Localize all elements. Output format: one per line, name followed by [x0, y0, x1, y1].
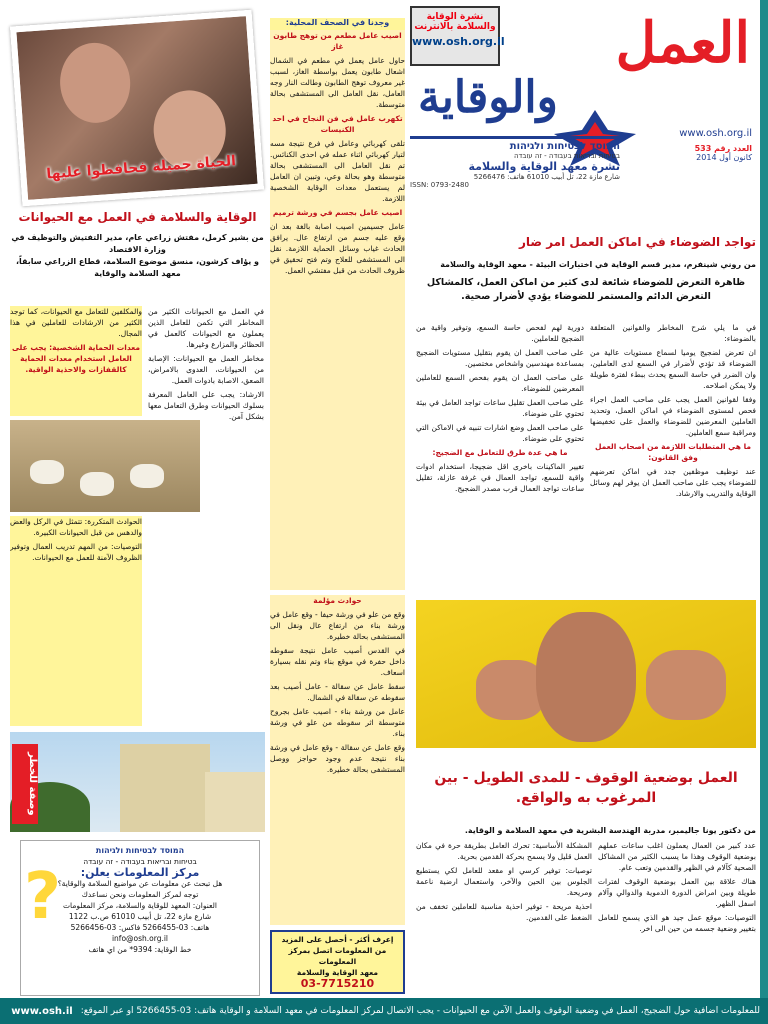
lead-article-column-left — [416, 322, 584, 590]
girls-photo — [10, 10, 264, 206]
accident-item: عامل من ورشة بناء - اصيب عامل بجروح متوسطة اثر سقوطه من علو في ورشة بناء. — [270, 707, 405, 738]
standing-article-column-left — [416, 840, 592, 990]
standing-paragraph: توصيات: توفير كرسي او مقعد للعامل لكي يستطيع الجلوس بين الحين والآخر، واستعمال ارضية ناعمة ومريحة. — [416, 866, 592, 897]
info-email[interactable]: info@osh.org.il — [111, 934, 169, 943]
news-heading: اصيب عامل بجسم في ورشة ترميم — [272, 208, 403, 217]
side-accent-bar — [760, 0, 768, 1000]
hebrew-slogan: בטיחות ובריאות בעבודה - זה עובדה — [513, 152, 620, 160]
goat — [30, 460, 64, 484]
danger-recipe-label: وصفة للخطر — [12, 744, 38, 824]
animals-column-left — [10, 306, 142, 416]
standing-article-byline: من دكتور يونا جاليمبر، مدربة الهندسة البشرية في معهد السلامة و الوقاية. — [464, 826, 756, 835]
photo-building — [205, 772, 265, 832]
animals-column-left-lower — [10, 516, 142, 726]
info-title: مركز المعلومات يعلن: — [80, 866, 200, 879]
lead-paragraph: على صاحب العمل وضع اشارات تنبيه في الاماكن التي تحتوي على ضوضاء. — [416, 423, 584, 443]
animals-paragraph: التوصيات: من المهم تدريب العمال وتوفير الظروف الآمنة للعمل مع الحيوانات. — [10, 542, 142, 562]
issue-number: العدد رقم 533 — [694, 144, 752, 153]
lead-article-intro: ظاهرة التعرض للضوضاء شائعة لدى كثير من اماكن العمل، كالمشاكل التعرض الدائم والمستمر للضوضاء يؤدي لأضرار صحية. — [426, 277, 746, 302]
question-mark-icon: ? — [24, 860, 62, 934]
photo-caption: الحياة جميلة فحافظوا عليها — [45, 153, 237, 183]
lead-paragraph: دورية لهم لفحص حاسة السمع، وتوفير واقية من الضجيج للعاملين. — [416, 323, 584, 343]
standing-article-column-right — [598, 840, 756, 990]
standing-article-title: العمل بوضعية الوقوف - للمدى الطويل - بين المرغوب به والواقع. — [434, 770, 738, 806]
accident-item: سقط عامل عن سقالة - عامل أصيب بعد سقوطه عن سقالة في الشمال. — [270, 682, 405, 702]
standing-paragraph: المشكلة الأساسية: تحرك العامل بطريقة حرة في مكان العمل قليل ولا يسمح بحركة القدمين بحرية. — [416, 841, 592, 861]
issn: ISSN: 0793-2480 — [410, 181, 469, 189]
info-line: هاتف: 03-5266455 فاكس: 03-5266456 — [70, 923, 210, 932]
photo-face — [57, 41, 132, 126]
footer-url[interactable]: www.osh.il — [11, 1005, 73, 1017]
lead-subheading: ما هي المتطلبات اللازمة من اصحاب العمل وفق القانون: — [594, 442, 752, 462]
local-press-label: وجدنا في الصحف المحلية: — [270, 18, 405, 32]
lead-paragraph: على صاحب العمل ان يقوم بفحص السمع للعاملين المعرضين للضوضاء. — [416, 373, 584, 393]
issue-date: كانون أول 2014 — [696, 153, 752, 162]
news-body: حاول عامل يعمل في مطعم في الشمال اشعال طابون يعمل بواسطة الغاز، لسبب غير معروف توهج الطابون وطالت النار وجه العامل، نقل العامل الى المستشفى بحالة متوسطة. — [270, 56, 405, 109]
lead-paragraph: في ما يلي شرح المخاطر والقوانين المتعلقة بالضوضاء: — [590, 323, 756, 343]
lead-paragraph: عند توظيف موظفين جدد في اماكن تعرضهم للضوضاء يجب على صاحب العمل ان يوفر لهم وسائل الوقاية والتدريب والارشاد. — [590, 467, 756, 498]
animals-paragraph: مخاطر العمل مع الحيوانات: الإصابة من الحيوانات، العدوى بالامراض، الصعق، الاصابة بادوات العمل. — [148, 354, 264, 385]
photo-hand — [646, 650, 726, 720]
publisher-line — [410, 136, 620, 189]
contact-phone[interactable]: 03-7715210 — [300, 977, 375, 990]
lead-subheading: ما هي عدة طرق للتعامل مع الضجيج: — [432, 448, 568, 457]
footer-bar — [0, 998, 768, 1024]
lead-paragraph: ان تعرض لضجيج يوميا لسماع مستويات عالية من الضوضاء قد تؤدي لأضرار في السمع لدى العاملين، وان الضرر في حاسة السمع يحدث ببطء لفترة طويلة ولا يمكن اصلاحه. — [590, 348, 756, 390]
byline-line: و يؤاف كرشون، منسق موضوع السلامة، قطاع الزراعي سابقاً، معهد السلامة والوقاية — [15, 257, 260, 278]
byline-line: من بشير كرمل، مفتش زراعي عام، مدير التفتيش والتوظيف في وزارة الاقتصاد — [11, 233, 264, 254]
hebrew-org-name: המוסד לבטיחות ולגיהות — [509, 141, 620, 152]
noise-photo — [416, 600, 756, 748]
animals-column-right — [148, 306, 264, 726]
info-line: توجه لمركز المعلومات ونحن نساعدك — [81, 890, 199, 899]
masthead — [410, 6, 760, 196]
photo-head — [536, 612, 636, 742]
logo-url[interactable]: www.osh.org.il — [412, 35, 505, 48]
contact-line: معهد الوقاية والسلامة — [296, 968, 379, 977]
address: شارع مازة 22، تل أبيب 61010 هاتف: 5266476 — [473, 173, 620, 181]
accident-item: وقع عامل عن سقالة - وقع عامل في ورشة بناء نتيجة عدم وجود حواجز ووصل المستشفى بحالة خطيرة. — [270, 743, 405, 774]
title-line-1: العمل — [615, 10, 750, 76]
logo-top-text: نشرة الوقاية والسلامة بالانترنت — [414, 12, 496, 32]
accidents-column — [270, 595, 405, 925]
standing-paragraph: هناك علاقة بين العمل بوضعية الوقوف لفترات طويلة وبين امراض الدورة الدموية والدوالي وآلام اسفل الظهر. — [598, 877, 756, 908]
animals-paragraph: الارشاد: يجب على العامل المعرفة بسلوك الحيوانات وطرق التعامل معها بشكل آمن. — [148, 390, 264, 421]
info-hebrew-slogan: בטיחות ובריאות בעבודה - זה עובדה — [83, 857, 197, 866]
lead-paragraph: تغيير الماكينات باخرى اقل ضجيجا، استخدام ادوات واقية للسمع، تواجد العمال في غرفة عازلة، تقليل ساعات تواجد العمال قرب مصدر الضجيج. — [416, 462, 584, 493]
title-line-2: والوقاية — [418, 72, 558, 123]
photo-building — [120, 744, 210, 832]
info-line: خط الوقاية: 9394* من اي هاتف — [88, 945, 192, 954]
footer-text: للمعلومات اضافية حول الضجيج، العمل في وضعية الوقوف والعمل الآمن مع الحيوانات - يجب الاتصال لمركز المعلومات في معهد السلامة و الوقاية هاتف: 03-5266455 او عبر الموقع: — [80, 1006, 760, 1016]
news-body: عامل جسيمين اصيب اصابة بالغة بعد ان وقع عليه جسم من ارتفاع عال. يرافق الحادث غياب وسائل الحماية اللازمة. نقل الى المستشفى للعلاج وتم فتح تحقيق في ظروف الحادث من قبل مفتشي العمل. — [270, 222, 405, 275]
animals-paragraph: والمكلفين للتعامل مع الحيوانات، كما توجد الكثير من الارشادات للعاملين في هذا المجال. — [10, 307, 142, 338]
contact-line: إعرف أكثر - أحصل على المزيد — [281, 935, 394, 944]
lead-article-column-right — [590, 322, 756, 592]
news-heading: اصيب عامل مطعم من توهج طابون غاز — [273, 31, 402, 51]
site-url[interactable]: www.osh.org.il — [679, 128, 752, 139]
lead-paragraph: وفقا لقوانين العمل يجب على صاحب العمل اجراء فحص لمستوى الضوضاء في اماكن العمل، وتحديد العاملين المعرضين للضوضاء والعمل على تخفيضها ومراقبة سمع العاملين. — [590, 395, 756, 437]
goat — [130, 464, 164, 488]
standing-paragraph: التوصيات: موقع عمل جيد هو الذي يسمح للعامل بتغيير وضعية جسمه من حين الى اخر. — [598, 913, 756, 933]
info-hebrew-name: המוסד לבטיחות ולגיהות — [95, 846, 185, 855]
accident-item: وقع من علو في ورشة حيفا - وقع عامل في ورشة بناء من ارتفاع عال ونقل الى المستشفى بحالة خطيرة. — [270, 610, 405, 641]
accident-item: في القدس أصيب عامل نتيجة سقوطه داخل حفرة في موقع بناء وتم نقله بسيارة اسعاف. — [270, 646, 405, 677]
arabic-org-name: نشرة معهد الوقاية والسلامة — [468, 160, 620, 173]
info-line: هل تبحث عن معلومات عن مواضيع السلامة والوقاية؟ — [57, 879, 223, 888]
lead-paragraph: على صاحب العمل ان يقوم بتقليل مستويات الضجيج بمساعدة مهندسين واشخاص مختصين. — [416, 348, 584, 368]
standing-paragraph: احذية مريحة - توفير احذية مناسبة للعاملين تخفف من الضغط على القدمين. — [416, 902, 592, 922]
lead-article-title: تواجد الضوضاء في اماكن العمل امر ضار — [519, 235, 756, 249]
info-line: العنوان: المعهد للوقاية والسلامة، مركز المعلومات — [62, 901, 218, 910]
contact-line: من المعلومات اتصل بمركز المعلومات — [288, 946, 387, 966]
news-heading: تكهرب عامل في فن النجاح في احد الكنيسات — [272, 114, 403, 134]
local-news-column — [270, 30, 405, 590]
news-body: تلقى كهربائي وعامل في فرع نتيجة مسه لتيار كهربائي اثناء عمله في احدى الكنائس. تم نقل العامل الى المستشفى بحالة متوسطة وهو بحالة وعي، وتبين ان العامل لم يستعمل معدات الوقاية الشخصية اللازمة. — [270, 139, 405, 203]
goats-photo — [10, 420, 200, 512]
animals-article-title: الوقاية والسلامة في العمل مع الحيوانات — [18, 210, 257, 224]
issue-info — [622, 144, 752, 162]
animals-paragraph: في العمل مع الحيوانات الكثير من المخاطر التي تكمن للعامل الذين يعملون مع الحيوانات كالعمل في الحظائر والمزارع وغيرها. — [148, 307, 264, 349]
accidents-title: حوادث مؤلمة — [313, 596, 362, 605]
contact-box — [270, 930, 405, 994]
standing-paragraph: عدد كبير من العمال يعملون اغلب ساعات عملهم بوضعية الوقوف وهذا ما يسبب الكثير من المشاكل الصحية كآلام في الظهر والقدمين وتعب عام. — [598, 841, 756, 872]
building-photo — [10, 732, 265, 832]
internet-logo-box — [410, 6, 505, 66]
lead-article-byline: من روني شينفرم، مدير قسم الوقاية في اختبارات البيئة - معهد الوقاية والسلامة — [440, 260, 756, 269]
goat — [80, 472, 114, 496]
lead-paragraph: على صاحب العمل تقليل ساعات تواجد العامل في بيئة تحتوي على ضوضاء. — [416, 398, 584, 418]
info-line: شارع مازة 22، تل أبيب 61010 ص.ب 1122 — [68, 912, 212, 921]
animals-article-byline — [10, 232, 265, 280]
animals-paragraph: الحوادث المتكررة: تتمثل في الركل والعض والدهس من قبل الحيوانات الكبيرة. — [10, 517, 142, 537]
animals-paragraph: معدات الحماية الشخصية: يجب على العامل استخدام معدات الحماية كالقفازات والاحذية الواقية. — [11, 343, 141, 374]
